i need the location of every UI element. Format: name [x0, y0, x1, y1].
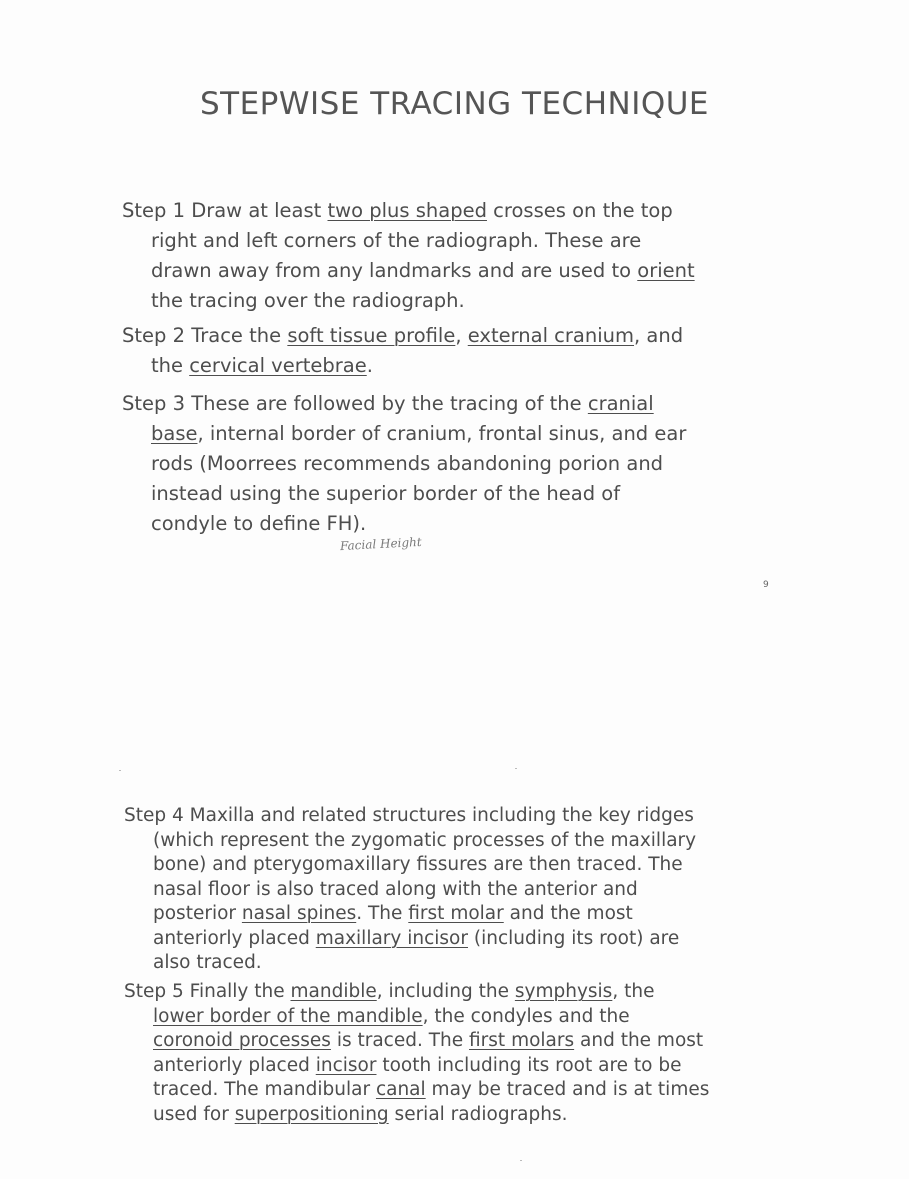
step-3-line-3: rods (Moorrees recommends abandoning porion and — [151, 452, 664, 475]
step-4-line-4: nasal floor is also traced along with the anterior and — [153, 878, 638, 900]
text-run: drawn away from any landmarks and are used to — [151, 259, 638, 282]
step-4-line-1: Step 4 Maxilla and related structures including the key ridges — [124, 805, 694, 826]
text-run: traced. The mandibular — [153, 1079, 376, 1100]
scan-speck — [515, 768, 517, 769]
step-5 — [124, 980, 709, 1127]
step-4-line-2: (which represent the zygomatic processes of the maxillary — [153, 829, 697, 851]
step-4-line-3: bone) and pterygomaxillary fissures are then traced. The — [153, 854, 683, 875]
underlined-term: base — [151, 422, 198, 445]
text-run: , including the — [376, 981, 515, 1002]
page-title: STEPWISE TRACING TECHNIQUE — [199, 86, 710, 122]
text-run: used for — [153, 1103, 235, 1125]
underlined-term: canal — [375, 1079, 426, 1100]
step-1 — [122, 196, 695, 316]
step-2-line-1 — [122, 321, 683, 351]
underlined-term: external cranium — [467, 324, 635, 347]
step-4-line-7: also traced. — [153, 952, 262, 973]
text-run: anteriorly placed — [153, 927, 316, 949]
step-4 — [124, 804, 696, 976]
step-3-line-5: condyle to define FH). — [151, 512, 367, 535]
step-2-line-2 — [122, 351, 683, 381]
text-run: and the most — [574, 1030, 704, 1051]
text-run: , — [455, 324, 468, 347]
step-5-line-6 — [124, 1103, 709, 1128]
step-1-line-1 — [122, 196, 695, 226]
page-number: 9 — [763, 580, 769, 590]
step-3 — [122, 389, 686, 539]
text-run: , internal border of cranium, frontal sinus, and ear — [197, 422, 687, 445]
text-run: Step 2 Trace the — [122, 324, 288, 347]
underlined-term: cervical vertebrae — [189, 354, 367, 377]
text-run: , and — [634, 324, 684, 347]
underlined-term: mandible — [290, 981, 377, 1002]
step-5-line-5 — [124, 1078, 709, 1103]
step-5-line-1 — [124, 980, 709, 1005]
underlined-term: two plus shaped — [327, 199, 487, 222]
underlined-term: first molars — [469, 1030, 575, 1051]
text-run: and the most — [503, 903, 633, 924]
text-run: anteriorly placed — [153, 1054, 316, 1076]
step-5-line-4 — [124, 1054, 709, 1079]
underlined-term: orient — [637, 259, 695, 282]
step-1-line-4: the tracing over the radiograph. — [151, 289, 465, 312]
text-run: the — [151, 354, 190, 377]
text-run: Step 1 Draw at least — [122, 199, 328, 222]
text-run: tooth including its root are to be — [376, 1054, 682, 1076]
handwritten-note: Facial Height — [339, 534, 422, 554]
scan-speck — [520, 1160, 522, 1161]
underlined-term: maxillary incisor — [315, 927, 468, 949]
underlined-term: superpositioning — [234, 1103, 389, 1125]
text-run: , the condyles and the — [422, 1005, 630, 1027]
step-1-line-3 — [122, 256, 695, 286]
text-run: , the — [612, 981, 655, 1002]
step-4-line-5 — [124, 902, 696, 927]
underlined-term: incisor — [315, 1054, 377, 1076]
text-run: Step 5 Finally the — [124, 981, 291, 1002]
underlined-term: coronoid processes — [153, 1030, 331, 1051]
text-run: (including its root) are — [467, 927, 680, 949]
step-3-line-1 — [122, 389, 686, 419]
text-run: serial radiographs. — [388, 1103, 568, 1125]
step-3-line-2 — [122, 419, 686, 449]
text-run: Step 3 These are followed by the tracing of the — [122, 392, 588, 415]
step-2 — [122, 321, 683, 381]
scan-speck — [119, 770, 121, 771]
underlined-term: symphysis — [514, 981, 613, 1002]
text-run: . The — [356, 903, 409, 924]
text-run: may be traced and is at times — [425, 1079, 710, 1100]
underlined-term: soft tissue profile — [287, 324, 456, 347]
text-run: crosses on the top — [486, 199, 673, 222]
text-run: is traced. The — [330, 1030, 470, 1051]
text-run: . — [366, 354, 373, 377]
underlined-term: lower border of the mandible — [153, 1005, 423, 1027]
underlined-term: cranial — [587, 392, 654, 415]
step-3-line-4: instead using the superior border of the head of — [151, 482, 621, 505]
underlined-term: first molar — [408, 903, 504, 924]
step-1-line-2: right and left corners of the radiograph. These are — [151, 229, 642, 252]
underlined-term: nasal spines — [241, 903, 357, 924]
step-5-line-2 — [124, 1005, 709, 1030]
step-4-line-6 — [124, 927, 696, 952]
text-run: posterior — [153, 903, 242, 924]
step-5-line-3 — [124, 1029, 709, 1054]
